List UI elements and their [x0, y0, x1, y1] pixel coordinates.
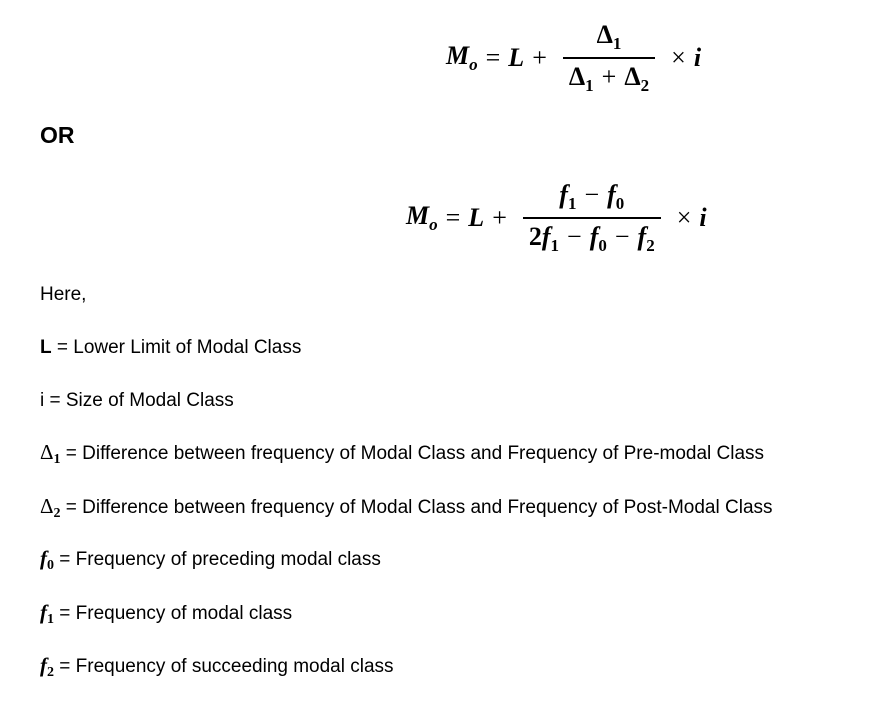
or-label: OR: [40, 122, 75, 148]
equals-sign: =: [445, 203, 461, 232]
class-size-symbol: i: [699, 203, 707, 232]
definition-symbol: $f_2$: [40, 653, 54, 680]
definition-text: = Frequency of modal class: [54, 603, 293, 624]
lower-limit-symbol: L: [468, 203, 485, 232]
plus-sign: +: [492, 203, 507, 232]
times-sign: ×: [671, 43, 686, 72]
class-size-symbol: i: [693, 43, 702, 72]
definition-text: = Frequency of succeeding modal class: [54, 656, 394, 677]
definition-class-size: [40, 390, 234, 412]
definition-text: = Lower Limit of Modal Class: [51, 337, 302, 358]
definition-text: = Frequency of preceding modal class: [54, 549, 381, 570]
times-sign: ×: [676, 203, 692, 232]
definition-f0: [40, 546, 381, 574]
definition-symbol: $\Delta_2$: [40, 494, 61, 521]
fraction-numerator: $f_1 - f_0$: [559, 180, 625, 213]
definition-symbol: $f_1$: [40, 600, 54, 627]
definition-symbol: L: [40, 337, 52, 358]
lhs-mode: $M_o$: [406, 201, 438, 234]
definition-delta-2: [40, 494, 773, 522]
definition-text: = Difference between frequency of Modal Class and Frequency of Pre-modal Class: [60, 443, 765, 464]
definition-delta-1: [40, 440, 764, 468]
fraction-denominator: $\Delta_1 + \Delta_2$: [563, 57, 655, 96]
definition-text: = Difference between frequency of Modal Class and Frequency of Post-Modal Class: [60, 497, 773, 518]
definition-lower-limit: [40, 337, 301, 359]
here-label: Here,: [40, 284, 87, 305]
lower-limit-symbol: L: [508, 43, 525, 72]
fraction-delta: [563, 20, 655, 96]
definition-symbol: $\Delta_1$: [40, 440, 61, 467]
definition-symbol: i: [40, 390, 45, 411]
lhs-mode: $M_o$: [446, 41, 478, 74]
mode-formula-frequency: [406, 180, 707, 256]
fraction-frequency: [523, 180, 661, 256]
definition-symbol: $f_0$: [40, 546, 54, 573]
definition-text: = Size of Modal Class: [44, 390, 234, 411]
fraction-numerator: $\Delta_1$: [596, 20, 622, 53]
fraction-denominator: $2f_1 - f_0 - f_2$: [523, 217, 661, 256]
plus-sign: +: [532, 43, 547, 72]
definition-f2: [40, 653, 394, 681]
mode-formula-delta: [446, 20, 701, 96]
definition-f1: [40, 600, 292, 628]
equals-sign: =: [485, 43, 501, 72]
